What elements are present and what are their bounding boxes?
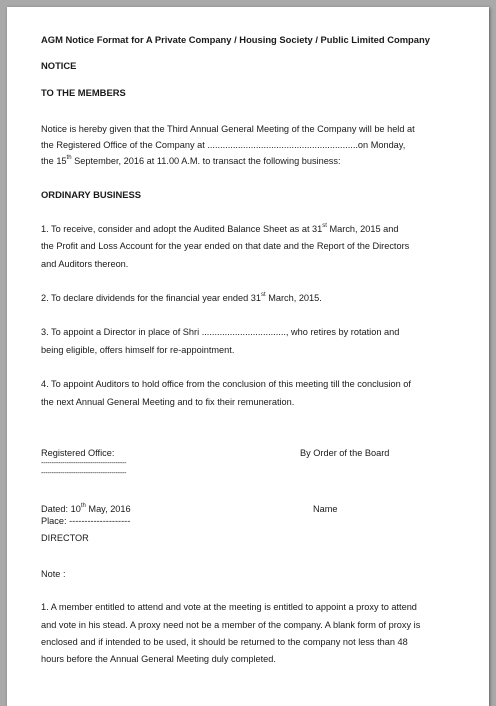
- name-label: Name: [313, 504, 338, 514]
- document-title: AGM Notice Format for A Private Company / Housing Society / Public Limited Company: [41, 34, 430, 45]
- intro-line: Notice is hereby given that the Third Annual General Meeting of the Company will be held at: [41, 124, 415, 134]
- registered-office-label: Registered Office:: [41, 448, 115, 458]
- note-line: 1. A member entitled to attend and vote at the meeting is entitled to appoint a proxy to attend: [41, 602, 417, 612]
- intro-line: the Registered Office of the Company at ...........................................................on Monday,: [41, 140, 406, 150]
- item-line: 4. To appoint Auditors to hold office from the conclusion of this meeting till the conclusion of: [41, 379, 411, 389]
- document-page: [7, 7, 489, 706]
- address-dash-line: ----------------------------------------: [41, 470, 127, 477]
- note-line: hours before the Annual General Meeting duly completed.: [41, 654, 276, 664]
- item-line: 1. To receive, consider and adopt the Audited Balance Sheet as at 31st March, 2015 and: [41, 222, 399, 234]
- address-dash-line: ----------------------------------------: [41, 460, 127, 467]
- intro-line: the 15th September, 2016 at 11.00 A.M. to transact the following business:: [41, 154, 341, 166]
- item-line: being eligible, offers himself for re-appointment.: [41, 345, 235, 355]
- place-line: Place: --------------------: [41, 516, 131, 526]
- note-label: Note :: [41, 569, 66, 579]
- notice-heading: NOTICE: [41, 60, 77, 71]
- item-line: the next Annual General Meeting and to fix their remuneration.: [41, 397, 295, 407]
- note-line: enclosed and if intended to be used, it should be returned to the company not less than 48: [41, 637, 408, 647]
- to-members-heading: TO THE MEMBERS: [41, 87, 126, 98]
- director-label: DIRECTOR: [41, 533, 89, 543]
- item-line: and Auditors thereon.: [41, 259, 129, 269]
- note-line: and vote in his stead. A proxy need not be a member of the company. A blank form of proxy is: [41, 620, 421, 630]
- dated-line: Dated: 10th May, 2016: [41, 502, 131, 514]
- item-line: the Profit and Loss Account for the year ended on that date and the Report of the Directors: [41, 241, 410, 251]
- ordinary-business-heading: ORDINARY BUSINESS: [41, 189, 142, 200]
- by-order-label: By Order of the Board: [300, 448, 390, 458]
- item-line: 3. To appoint a Director in place of Shri ................................., who retires by rotation and: [41, 327, 400, 337]
- item-line: 2. To declare dividends for the financial year ended 31st March, 2015.: [41, 291, 322, 303]
